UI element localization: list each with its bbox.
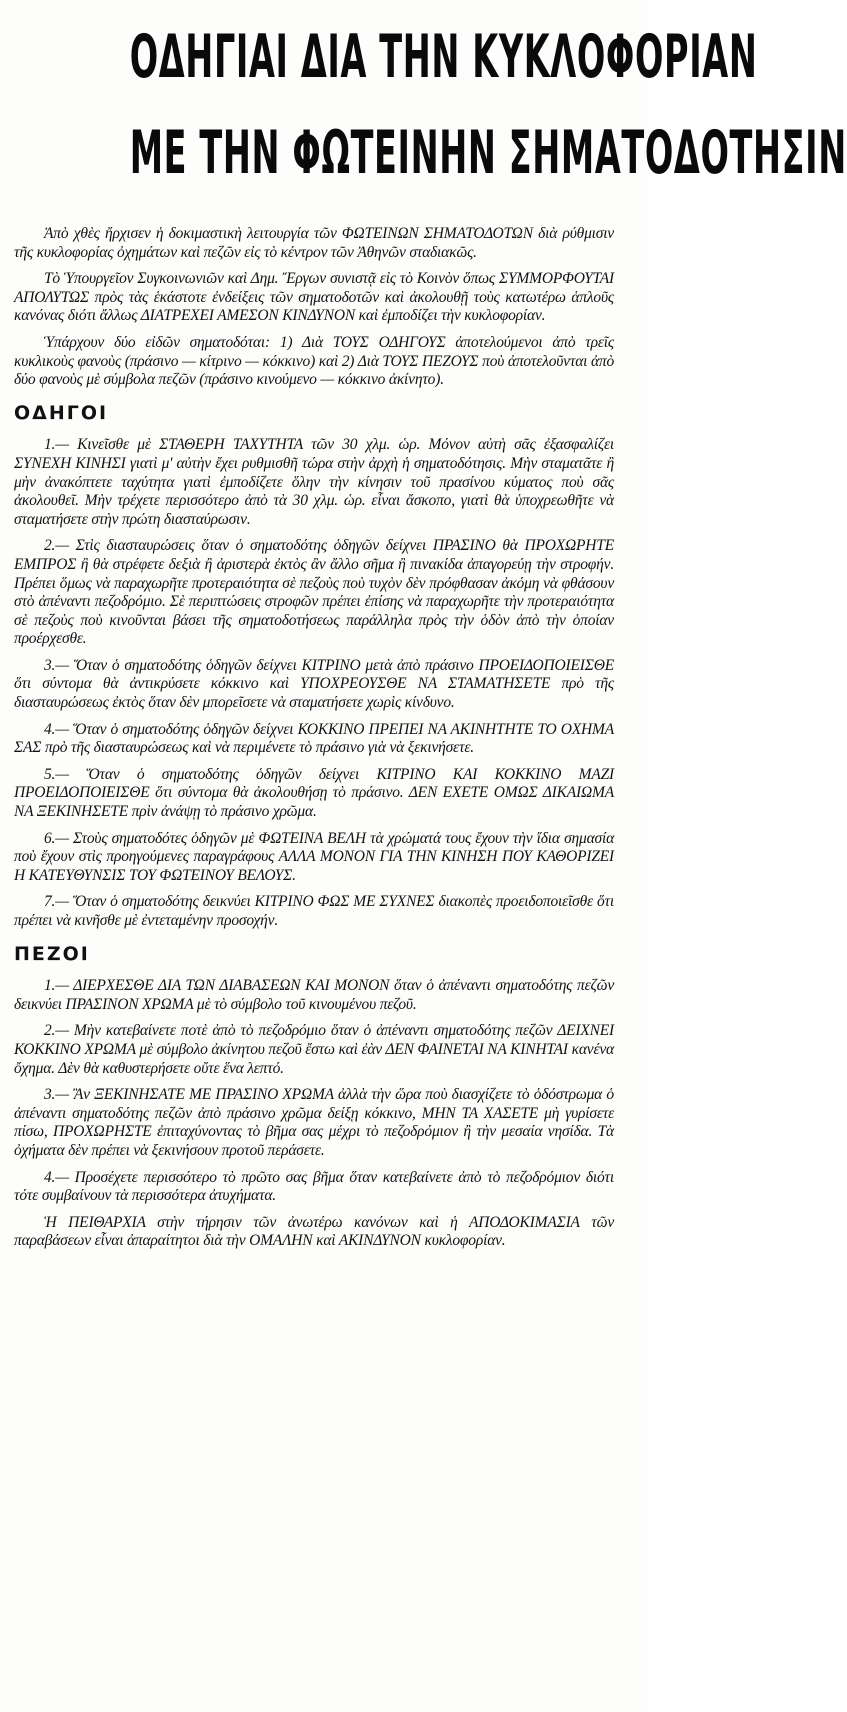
pedestrians-rule: 1.— ΔΙΕΡΧΕΣΘΕ ΔΙΑ ΤΩΝ ΔΙΑΒΑΣΕΩΝ ΚΑΙ ΜΟΝΟΝ ὅταν ὁ ἀπέναντι σηματοδότης πεζῶν δεικνύει ΠΡΑΣΙΝΟΝ ΧΡΩΜΑ μὲ τὸ σύμβολο τοῦ κινουμένου πεζοῦ. (14, 977, 614, 1013)
drivers-rule: 4.— Ὅταν ὁ σηματοδότης ὁδηγῶν δείχνει ΚΟΚΚΙΝΟ ΠΡΕΠΕΙ ΝΑ ΑΚΙΝΗΤΗΤΕ ΤΟ ΟΧΗΜΑ ΣΑΣ πρὸ τῆς διασταυρώσεως καὶ νὰ περιμένετε τὸ πράσινο γιὰ νὰ ξεκινήσετε. (14, 720, 614, 757)
drivers-rule: 5.— Ὅταν ὁ σηματοδότης ὁδηγῶν δείχνει ΚΙΤΡΙΝΟ ΚΑΙ ΚΟΚΚΙΝΟ ΜΑΖΙ ΠΡΟΕΙΔΟΠΟΙΕΙΣΘΕ ὅτι σύντομα θὰ ἀκολουθήσῃ τὸ πράσινο. ΔΕΝ ΕΧΕΤΕ ΟΜΩΣ ΔΙΚΑΙΩΜΑ ΝΑ ΞΕΚΙΝΗΣΕΤΕ πρὶν ἀνάψῃ τὸ πράσινο χρῶμα. (14, 765, 614, 821)
headline-line-2: ΜΕ ΤΗΝ ΦΩΤΕΙΝΗΝ ΣΗΜΑΤΟΔΟΤΗΣΙΝ (129, 118, 847, 188)
drivers-rule: 3.— Ὅταν ὁ σηματοδότης ὁδηγῶν δείχνει ΚΙΤΡΙΝΟ μετὰ ἀπὸ πράσινο ΠΡΟΕΙΔΟΠΟΙΕΙΣΘΕ ὅτι σύντομα θὰ ἀντικρύσετε κόκκινο καὶ ΥΠΟΧΡΕΟΥΣΘΕ ΝΑ ΣΤΑΜΑΤΗΣΕΤΕ πρὸ τῆς διασταυρώσεως ἐκτὸς ὅταν δὲν μπορεῖσετε νὰ σταματήσετε χωρὶς κίνδυνο. (14, 656, 614, 712)
intro-paragraph: Ὑπάρχουν δύο εἰδῶν σηματοδόται: 1) Διὰ ΤΟΥΣ ΟΔΗΓΟΥΣ ἀποτελούμενοι ἀπὸ τρεῖς κυκλικοὺς φανοὺς (πράσινο — κίτρινο — κόκκινο) καὶ 2) Διὰ ΤΟΥΣ ΠΕΖΟΥΣ ποὺ ἀποτελοῦνται ἀπὸ δύο φανοὺς μὲ σύμβολα πεζῶν (πράσινο κινούμενο — κόκκινο ἀκίνητο). (14, 333, 614, 389)
drivers-rule: 6.— Στοὺς σηματοδότες ὁδηγῶν μὲ ΦΩΤΕΙΝΑ ΒΕΛΗ τὰ χρώματά τους ἔχουν τὴν ἴδια σημασία ποὺ ἔχουν στὶς προηγούμενες παραγράφους ΑΛΛΑ ΜΟΝΟΝ ΓΙΑ ΤΗΝ ΚΙΝΗΣΗ ΠΟΥ ΚΑΘΟΡΙΖΕΙ Η ΚΑΤΕΥΘΥΝΣΙΣ ΤΟΥ ΦΩΤΕΙΝΟΥ ΒΕΛΟΥΣ. (14, 829, 614, 884)
drivers-rule: 1.— Κινεῖσθε μὲ ΣΤΑΘΕΡΗ ΤΑΧΥΤΗΤΑ τῶν 30 χλμ. ὡρ. Μόνον αὐτὴ σᾶς ἐξασφαλίζει ΣΥΝΕΧΗ ΚΙΝΗΣΙ γιατὶ μ' αὐτὴν ἔχει ρυθμισθῆ τώρα στὴν ἀρχὴ ἡ σηματοδότησις. Μὴν σταματᾶτε ἢ μὴν ἀνακόπτετε ταχύτητα γιατὶ ἐμποδίζετε ὅλην τὴν κίνησιν τοῦ πρασίνου κύματος ποὺ σᾶς ἀκολουθεῖ. Μὴν τρέχετε περισσότερο ἀπὸ τὰ 30 χλμ. ὡρ. εἶναι ἄσκοπο, γιατὶ θὰ ὑποχρεωθῆτε νὰ σταματήσετε στὴν πρώτη διασταύρωσιν. (14, 436, 614, 528)
pedestrians-rule: 2.— Μὴν κατεβαίνετε ποτὲ ἀπὸ τὸ πεζοδρόμιο ὅταν ὁ ἀπέναντι σηματοδότης πεζῶν ΔΕΙΧΝΕΙ ΚΟΚΚΙΝΟ ΧΡΩΜΑ μὲ σύμβολο ἀκίνητου πεζοῦ ἔστω καὶ ἐὰν ΔΕΝ ΦΑΙΝΕΤΑΙ ΝΑ ΚΙΝΗΤΑΙ κανένα ὄχημα. Δὲν θὰ καθυστερήσετε οὔτε ἕνα λεπτό. (14, 1022, 614, 1077)
pedestrians-rule: 4.— Προσέχετε περισσότερο τὸ πρῶτο σας βῆμα ὅταν κατεβαίνετε ἀπὸ τὸ πεζοδρόμιον διότι τότε συμβαίνουν τὰ περισσότερα ἀτυχήματα. (14, 1168, 614, 1205)
pedestrians-heading: ΠΕΖΟΙ (14, 942, 90, 965)
intro-paragraph: Τὸ Ὑπουργεῖον Συγκοινωνιῶν καὶ Δημ. Ἔργων συνιστᾷ εἰς τὸ Κοινὸν ὅπως ΣΥΜΜΟΡΦΟΥΤΑΙ ΑΠΟΛΥΤΩΣ πρὸς τὰς ἑκάστοτε ἐνδείξεις τῶν σηματοδοτῶν καὶ ἀκολουθῇ τοὺς κατωτέρω ἁπλοῦς κανόνας διότι ἄλλως ΔΙΑΤΡΕΧΕΙ ΑΜΕΣΟΝ ΚΙΝΔΥΝΟΝ καὶ ἐμποδίζει τὴν κυκλοφορίαν. (14, 270, 614, 325)
headline-line-1: ΟΔΗΓΙΑΙ ΔΙΑ ΤΗΝ ΚΥΚΛΟΦΟΡΙΑΝ (129, 22, 758, 92)
closing-paragraph: Ἡ ΠΕΙΘΑΡΧΙΑ στὴν τήρησιν τῶν ἀνωτέρω κανόνων καὶ ἡ ΑΠΟΔΟΚΙΜΑΣΙΑ τῶν παραβάσεων εἶναι ἀπαραίτητοι διὰ τὴν ΟΜΑΛΗΝ καὶ ΑΚΙΝΔΥΝΟΝ κυκλοφορίαν. (14, 1213, 614, 1250)
drivers-rule: 2.— Στὶς διασταυρώσεις ὅταν ὁ σηματοδότης ὁδηγῶν δείχνει ΠΡΑΣΙΝΟ θὰ ΠΡΟΧΩΡΗΤΕ ΕΜΠΡΟΣ ἢ θὰ στρέφετε δεξιὰ ἢ ἀριστερὰ ἐκτὸς ἂν ἄλλο σῆμα ἢ πινακίδα ἀπαγορεύῃ τὴν στροφήν. Πρέπει ὅμως νὰ παραχωρῆτε προτεραιότητα σὲ πεζοὺς ποὺ τυχὸν δὲν πρόφθασαν ἀκόμη νὰ φθάσουν στὸ ἀπέναντι πεζοδρόμιο. Σὲ περιπτώσεις στροφῶν πρέπει ἐπίσης νὰ παραχωρῆτε τὴν προτεραιότητα σὲ πεζοὺς ποὺ κινοῦνται βάσει τῆς σηματοδοτήσεως παράλληλα πρὸς τὴν ὁδὸν ἀπὸ τὴν ὁποίαν προέρχεσθε. (14, 537, 614, 648)
drivers-rule: 7.— Ὅταν ὁ σηματοδότης δεικνύει ΚΙΤΡΙΝΟ ΦΩΣ ΜΕ ΣΥΧΝΕΣ διακοπὲς προειδοποιεῖσθε ὅτι πρέπει νὰ κινῆσθε μὲ ἐντεταμένην προσοχήν. (14, 893, 614, 929)
intro-paragraph: Ἀπὸ χθὲς ἤρχισεν ἡ δοκιμαστικὴ λειτουργία τῶν ΦΩΤΕΙΝΩΝ ΣΗΜΑΤΟΔΟΤΩΝ διὰ ρύθμισιν τῆς κυκλοφορίας ὀχημάτων καὶ πεζῶν εἰς τὸ κέντρον τῶν Ἀθηνῶν σταδιακῶς. (14, 225, 614, 261)
drivers-heading: ΟΔΗΓΟΙ (14, 401, 109, 424)
pedestrians-rule: 3.— Ἂν ΞΕΚΙΝΗΣΑΤΕ ΜΕ ΠΡΑΣΙΝΟ ΧΡΩΜΑ ἀλλὰ τὴν ὥρα ποὺ διασχίζετε τὸ ὁδόστρωμα ὁ ἀπέναντι σηματοδότης πεζῶν ἀπὸ πράσινο χρῶμα δείξῃ κόκκινο, ΜΗΝ ΤΑ ΧΑΣΕΤΕ μὴ γυρίσετε πίσω, ΠΡΟΧΩΡΗΣΤΕ ἐπιταχύνοντας τὸ βῆμα σας μέχρι τὸ πεζοδρόμιον ἢ τὴν μεσαία νησίδα. Τὰ ὀχήματα δὲν πρέπει νὰ ξεκινήσουν προτοῦ περάσετε. (14, 1086, 614, 1159)
article-body (14, 225, 614, 1259)
